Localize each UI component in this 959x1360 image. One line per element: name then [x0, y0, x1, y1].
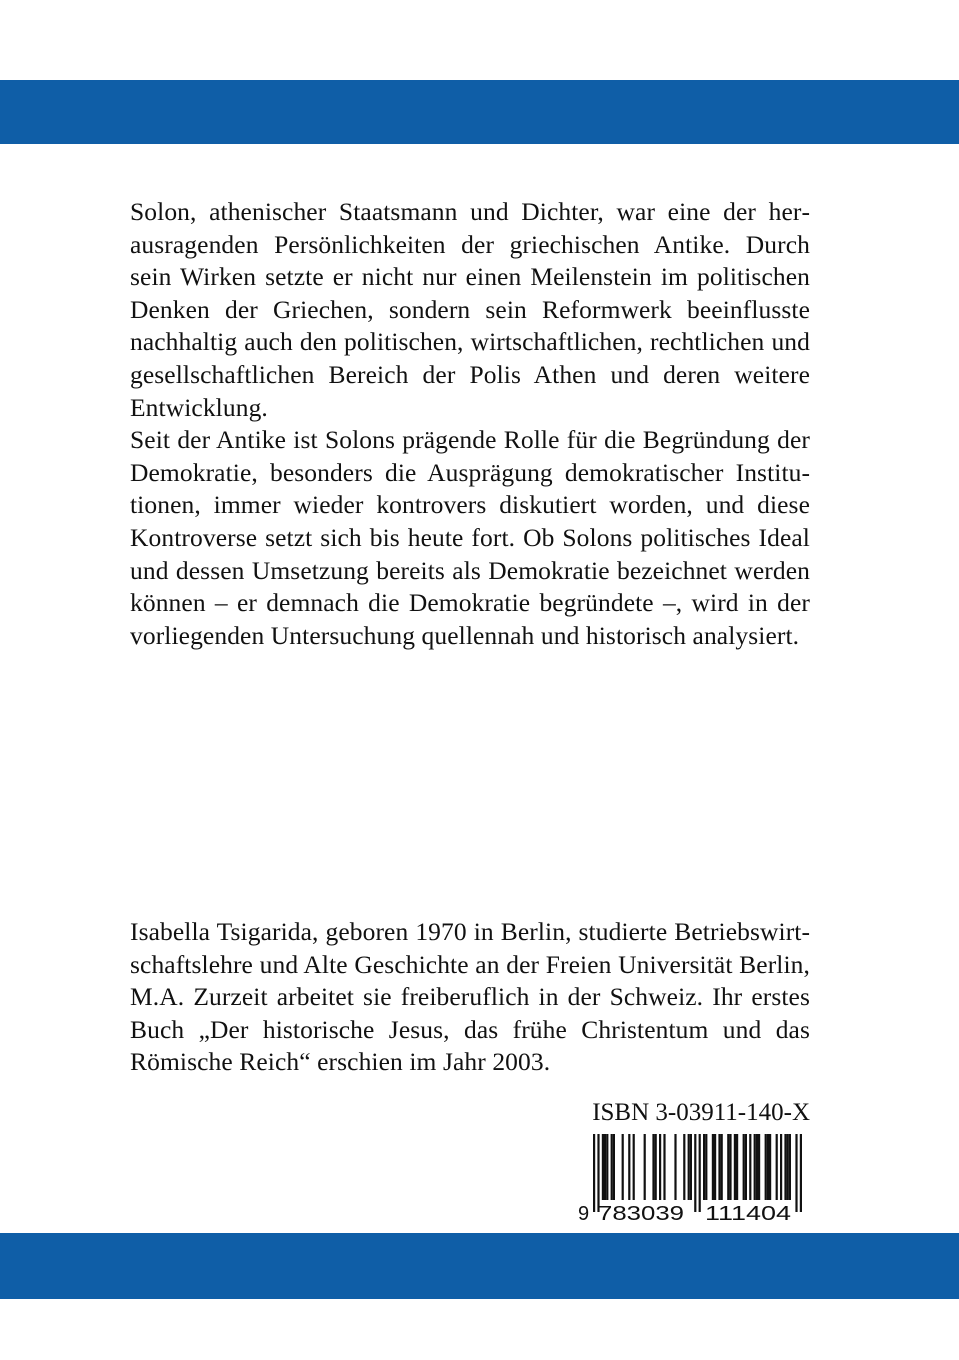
- barcode-bar: [699, 1134, 701, 1212]
- barcode-bar: [787, 1134, 789, 1200]
- barcode-bar: [749, 1134, 751, 1200]
- barcode-bar: [727, 1134, 729, 1200]
- barcode-bar: [776, 1134, 778, 1200]
- barcode-bar: [756, 1134, 758, 1200]
- barcode-bar: [745, 1134, 747, 1200]
- barcode-bar: [663, 1134, 665, 1200]
- isbn-label: ISBN 3-03911-140-X: [592, 1099, 810, 1126]
- barcode-bar: [694, 1134, 696, 1212]
- barcode-bar: [688, 1134, 690, 1200]
- barcode-bar: [606, 1134, 608, 1200]
- barcode-bar: [655, 1134, 657, 1200]
- barcode-bar: [765, 1134, 767, 1200]
- barcode-bar: [734, 1134, 736, 1200]
- author-bio-paragraph: Isabella Tsigarida, geboren 1970 in Berlin, studierte Betriebswirtschaftslehre und Alte Geschichte an der Freien Universität Berlin, M.A. Zurzeit arbeitet sie freiberuflich in der Schweiz. Ihr erstes Buch „Der historische Jesus, das frühe Christentum und das Römische Reich“ erschien im Jahr 2003.: [130, 917, 810, 1077]
- barcode-bar: [628, 1134, 630, 1200]
- barcode-bar: [604, 1134, 606, 1200]
- barcode-bar: [613, 1134, 615, 1200]
- barcode-bar: [743, 1134, 745, 1200]
- ean13-barcode: [575, 1134, 810, 1224]
- barcode-bar: [593, 1134, 595, 1212]
- barcode-right-digits: 111404: [705, 1203, 791, 1224]
- barcode-bar: [690, 1134, 692, 1200]
- barcode-first-digit: 9: [578, 1203, 590, 1224]
- barcode-bar: [597, 1134, 599, 1212]
- bottom-color-band: [0, 1233, 959, 1299]
- barcode-bar: [800, 1134, 802, 1212]
- barcode-bar: [795, 1134, 797, 1212]
- barcode-bar: [780, 1134, 782, 1200]
- top-color-band: [0, 80, 959, 144]
- barcode-bar: [611, 1134, 613, 1200]
- barcode-bar: [712, 1134, 714, 1200]
- barcode-bar: [784, 1134, 786, 1200]
- barcode-bar: [721, 1134, 723, 1200]
- barcode-bar: [729, 1134, 731, 1200]
- barcode-bar: [714, 1134, 716, 1200]
- author-bio: [130, 916, 810, 1079]
- barcode-bars: [593, 1134, 802, 1212]
- barcode-bar: [789, 1134, 791, 1200]
- barcode-bar: [769, 1134, 771, 1200]
- barcode-bar: [718, 1134, 720, 1200]
- barcode-left-digits: 783039: [598, 1203, 684, 1224]
- blurb-paragraph-1: Solon, athenischer Staatsmann und Dichter, war eine der herausragenden Persönlichkeiten der griechischen Antike. Durch sein Wirken setzte er nicht nur einen Meilenstein im politischen Denken der Griechen, sondern sein Reformwerk beeinflusste nachhaltig auch den politischen, wirtschaftlichen, rechtlichen und gesellschaftlichen Bereich der Polis Athen und deren weitere Entwicklung.: [130, 197, 810, 422]
- barcode-bar: [758, 1134, 760, 1200]
- barcode-bar: [644, 1134, 646, 1200]
- barcode-bar: [767, 1134, 769, 1200]
- barcode-bar: [683, 1134, 685, 1200]
- barcode-bar: [622, 1134, 624, 1200]
- barcode-bar: [754, 1134, 756, 1200]
- barcode-bar: [736, 1134, 738, 1200]
- blurb-paragraph-2: Seit der Antike ist Solons prägende Rolle für die Begründung der Demokratie, besonders die Ausprägung demokratischer Institutionen, immer wieder kontrovers diskutiert worden, und diese Kontroverse setzt sich bis heute fort. Ob Solons politisches Ideal und dessen Umsetzung bereits als Demokratie bezeichnet werden können – er demnach die Demokratie begründete –, wird in der vorliegenden Untersuchung quellennah und historisch analysiert.: [130, 425, 810, 650]
- barcode-bar: [703, 1134, 705, 1200]
- isbn-barcode-block: [575, 1098, 810, 1224]
- barcode-bar: [633, 1134, 635, 1200]
- barcode-bar: [674, 1134, 676, 1200]
- barcode-bar: [659, 1134, 661, 1200]
- barcode-bar: [652, 1134, 654, 1200]
- barcode-bar: [602, 1134, 604, 1200]
- barcode-bar: [705, 1134, 707, 1200]
- blurb-text: [130, 196, 810, 652]
